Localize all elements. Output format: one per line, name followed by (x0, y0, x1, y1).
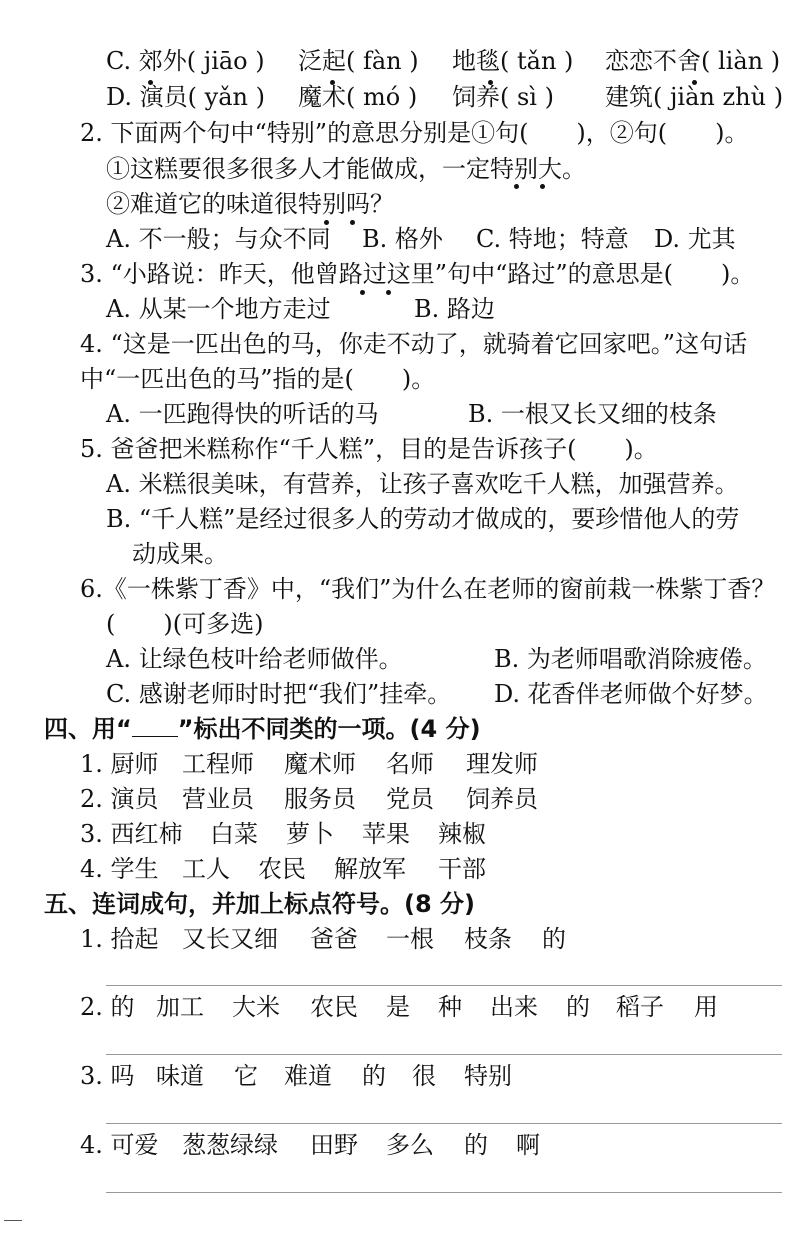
q2-option-d: D. 尤其 (654, 225, 736, 253)
q4-option-b: B. 一根又长又细的枝条 (468, 400, 717, 428)
q3-stem: 3. “小路说：昨天，他曾路过这里”句中“路过”的意思是( )。 (80, 260, 755, 288)
word-item: 4. 学生 (80, 855, 159, 883)
word-item: 农民 (258, 855, 306, 883)
word-item: 干部 (438, 855, 486, 883)
word-item: 服务员 (284, 785, 356, 813)
word-item: 的 (542, 925, 566, 953)
word-item: 田野 (310, 1131, 358, 1159)
word-item: 爸爸 (310, 925, 358, 953)
emphasis-dot (386, 290, 391, 295)
word-item: 1. 拾起 (80, 925, 159, 953)
emphasis-dot (514, 184, 519, 189)
q6-option-b: B. 为老师唱歌消除疲倦。 (494, 645, 767, 673)
word-item: 啊 (516, 1131, 540, 1159)
word-item: 它 (234, 1062, 258, 1090)
q3-option-a: A. 从某一个地方走过 (106, 295, 331, 323)
word-item: 出来 (490, 993, 538, 1021)
word-item: 名师 (386, 750, 434, 778)
emphasis-dot (350, 220, 355, 225)
word-item: 党员 (386, 785, 434, 813)
q1-option-c-3: 地毯( tǎn ) (452, 47, 574, 75)
word-item: 工人 (182, 855, 230, 883)
word-item: 2. 演员 (80, 785, 159, 813)
q2-sentence-1: ①这糕要很多很多人才能做成，一定特别大。 (106, 155, 586, 183)
answer-line[interactable] (106, 1054, 782, 1055)
word-item: 白菜 (210, 820, 258, 848)
word-item: 1. 厨师 (80, 750, 159, 778)
word-item: 2. 的 (80, 993, 135, 1021)
q5-stem: 5. 爸爸把米糕称作“千人糕”，目的是告诉孩子( )。 (80, 435, 658, 463)
q5-option-b-line-1: B. “千人糕”是经过很多人的劳动才做成的，要珍惜他人的劳 (106, 505, 740, 533)
word-item: 一根 (386, 925, 434, 953)
q1-option-d-4: 建筑( jiàn zhù ) (605, 83, 784, 111)
word-item: 大米 (232, 993, 280, 1021)
q1-option-c-2: 泛起( fàn ) (298, 47, 419, 75)
word-item: 3. 吗 (80, 1062, 135, 1090)
word-item: 用 (694, 993, 718, 1021)
word-item: 很 (412, 1062, 436, 1090)
q5-option-b-line-2: 动成果。 (132, 540, 228, 568)
word-item: 的 (566, 993, 590, 1021)
underline-sample (132, 718, 178, 737)
q3-option-b: B. 路边 (414, 295, 495, 323)
word-item: 稻子 (616, 993, 664, 1021)
q2-option-c: C. 特地；特意 (476, 225, 629, 253)
word-item: 解放军 (334, 855, 406, 883)
emphasis-dot (360, 290, 365, 295)
q1-option-c-4: 恋恋不舍( liàn ) (605, 47, 781, 75)
word-item: 饲养员 (466, 785, 538, 813)
q2-option-b: B. 格外 (362, 225, 443, 253)
q1-option-d-3: 饲养( sì ) (452, 83, 554, 111)
q1-option-d-1: D. 演员( yǎn ) (106, 83, 265, 111)
section-4-title-suffix: ”标出不同类的一项。(4 分) (177, 715, 481, 743)
emphasis-dot (540, 184, 545, 189)
answer-line[interactable] (106, 1123, 782, 1124)
answer-line[interactable] (106, 985, 782, 986)
word-item: 味道 (156, 1062, 204, 1090)
word-item: 特别 (464, 1062, 512, 1090)
word-item: 营业员 (182, 785, 254, 813)
word-item: 是 (386, 993, 410, 1021)
q2-option-a: A. 不一般；与众不同 (106, 225, 331, 253)
word-item: 加工 (156, 993, 204, 1021)
q4-option-a: A. 一匹跑得快的听话的马 (106, 400, 379, 428)
q5-option-a: A. 米糕很美味，有营养，让孩子喜欢吃千人糕，加强营养。 (106, 470, 739, 498)
q1-option-c-1: C. 郊外( jiāo ) (106, 47, 265, 75)
q4-stem-line-1: 4. “这是一匹出色的马，你走不动了，就骑着它回家吧。”这句话 (80, 330, 748, 358)
word-item: 魔术师 (284, 750, 356, 778)
q4-stem-line-2: 中“一匹出色的马”指的是( )。 (80, 365, 436, 393)
q2-sentence-2: ②难道它的味道很特别吗？ (106, 190, 394, 218)
section-5-title: 五、连词成句，并加上标点符号。(8 分) (44, 890, 475, 918)
page-corner-mark (4, 1220, 22, 1221)
section-4-title (44, 712, 481, 746)
word-item: 葱葱绿绿 (182, 1131, 278, 1159)
word-item: 4. 可爱 (80, 1131, 159, 1159)
q6-option-c: C. 感谢老师时时把“我们”挂牵。 (106, 680, 452, 708)
word-item: 的 (362, 1062, 386, 1090)
section-4-title-prefix: 四、用“ (44, 715, 132, 743)
word-item: 农民 (310, 993, 358, 1021)
q6-stem: 6.《一株紫丁香》中，“我们”为什么在老师的窗前栽一株紫丁香？ (80, 575, 776, 603)
word-item: 辣椒 (438, 820, 486, 848)
word-item: 又长又细 (182, 925, 278, 953)
q6-option-a: A. 让绿色枝叶给老师做伴。 (106, 645, 403, 673)
q6-option-d: D. 花香伴老师做个好梦。 (494, 680, 768, 708)
word-item: 萝卜 (286, 820, 334, 848)
word-item: 苹果 (362, 820, 410, 848)
word-item: 理发师 (466, 750, 538, 778)
word-item: 工程师 (182, 750, 254, 778)
word-item: 3. 西红柿 (80, 820, 183, 848)
q6-answer-note: ( )(可多选) (106, 610, 264, 638)
word-item: 枝条 (464, 925, 512, 953)
q1-option-d-2: 魔术( mó ) (298, 83, 418, 111)
answer-line[interactable] (106, 1192, 782, 1193)
q2-stem: 2. 下面两个句中“特别”的意思分别是①句( )，②句( )。 (80, 119, 749, 147)
word-item: 的 (464, 1131, 488, 1159)
word-item: 多么 (386, 1131, 434, 1159)
word-item: 种 (438, 993, 462, 1021)
word-item: 难道 (284, 1062, 332, 1090)
